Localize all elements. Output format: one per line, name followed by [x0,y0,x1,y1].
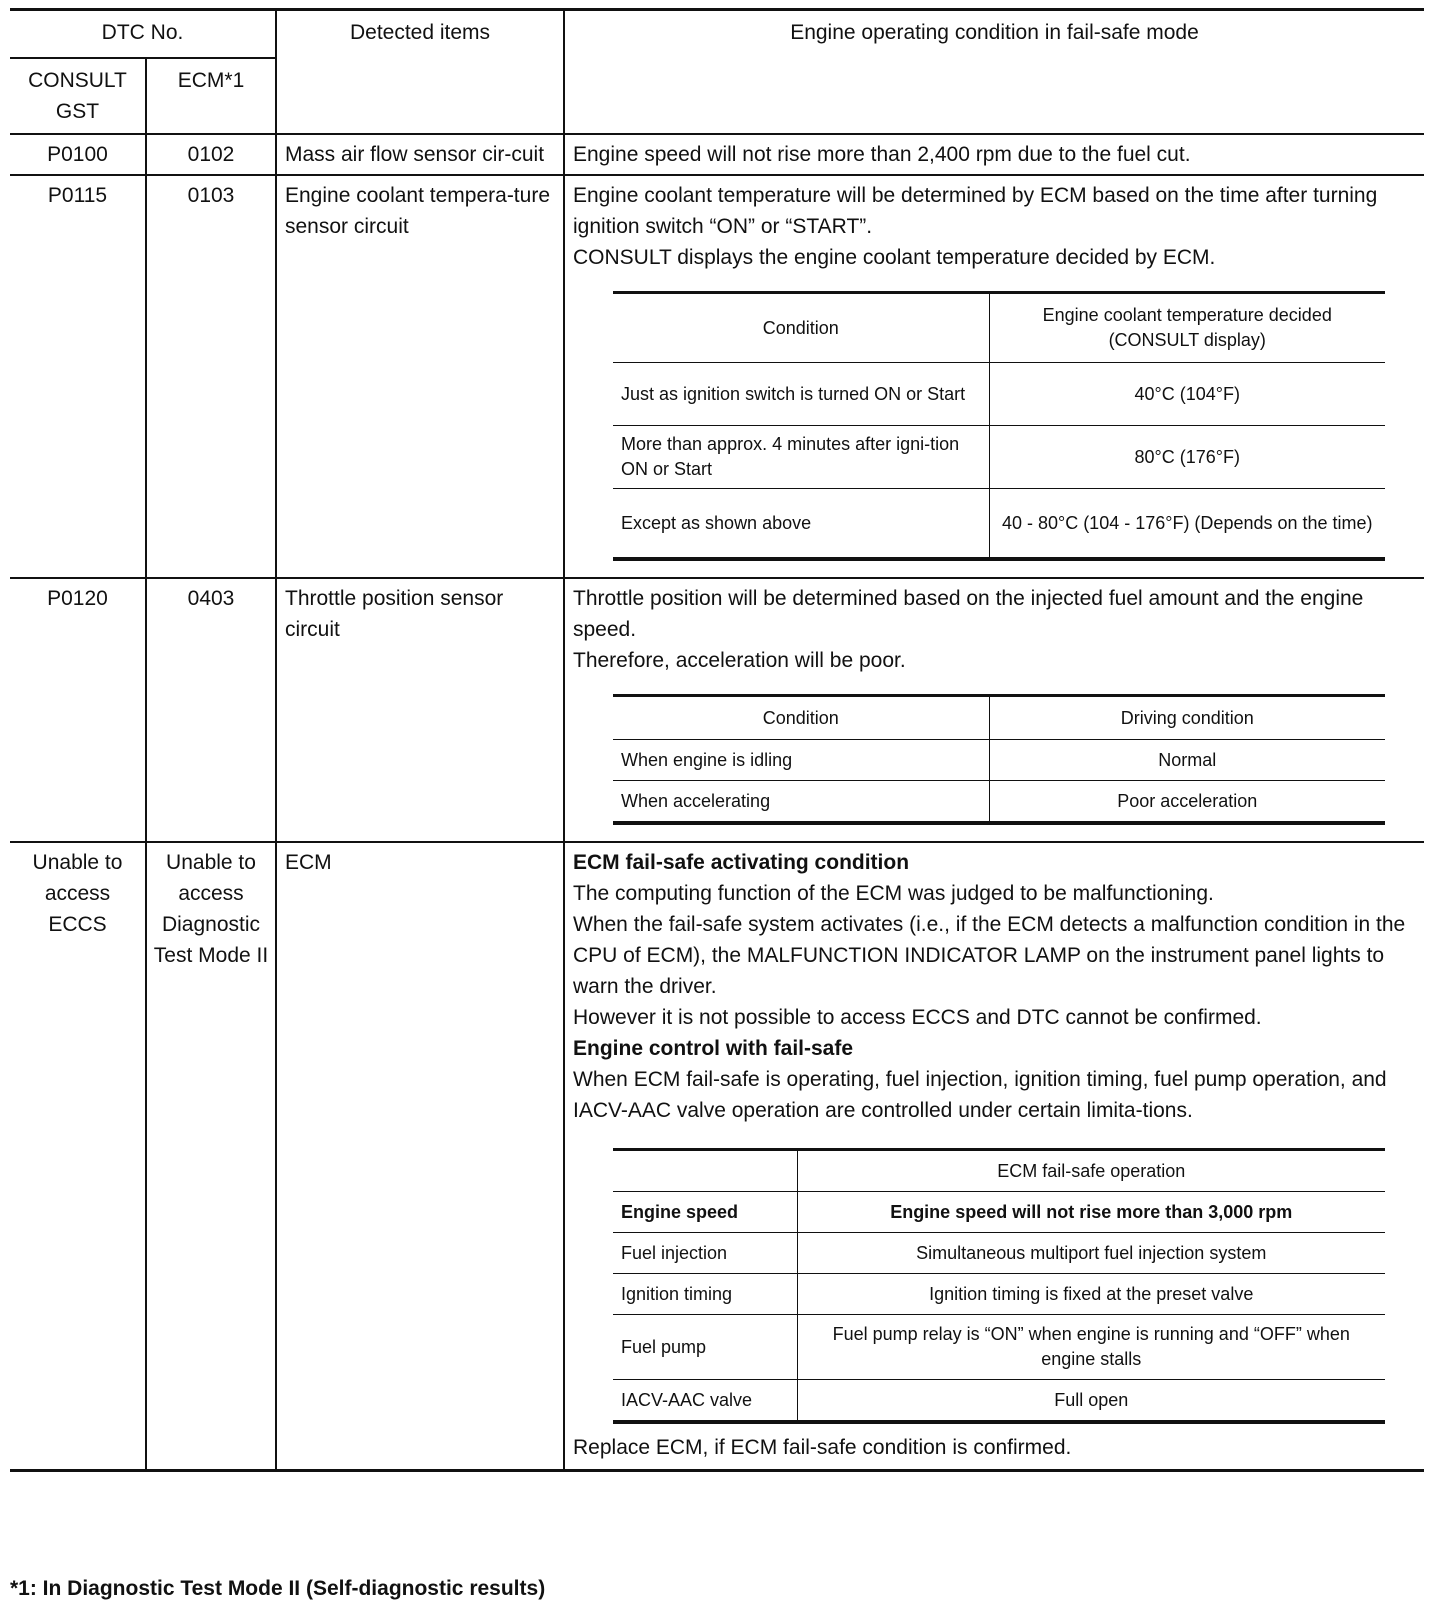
ecm-code: Unable to access Diagnostic Test Mode II [146,842,276,1471]
condition-text: Therefore, acceleration will be poor. [573,649,906,672]
consult-gst-header: CONSULT GST [10,58,146,134]
sub-condition: When engine is idling [613,740,989,781]
condition-text: However it is not possible to access ECCS and DTC cannot be confirmed. [573,1006,1262,1029]
footnote: *1: In Diagnostic Test Mode II (Self-diagnostic results) [10,1577,546,1600]
detected-item: Throttle position sensor circuit [276,578,564,842]
ecm-fail-safe-table [613,1148,1385,1424]
sub-row [613,1192,1385,1233]
condition-cell [564,842,1424,1471]
sub-header: Condition [613,696,989,740]
condition-text: Engine coolant temperature will be determined by ECM based on the time after turning ignition switch “ON” or “START”. [573,184,1378,238]
table-row [10,578,1424,842]
condition-cell [564,175,1424,578]
sub-row [613,1380,1385,1423]
sub-value: 40°C (104°F) [989,363,1385,426]
fail-safe-table [10,8,1424,1472]
fail-safe-page [10,8,1424,1472]
sub-header [613,1150,797,1192]
condition-text: Throttle position will be determined based on the injected fuel amount and the engine speed. [573,587,1364,641]
sub-header: Engine coolant temperature decided (CONSULT display) [989,293,1385,363]
sub-condition: Fuel injection [613,1233,797,1274]
sub-value: 80°C (176°F) [989,426,1385,489]
sub-header: ECM fail-safe operation [797,1150,1385,1192]
table-row [10,134,1424,175]
driving-condition-table [613,694,1385,825]
detected-item: Engine coolant tempera-ture sensor circuit [276,175,564,578]
ecm-code: 0103 [146,175,276,578]
sub-condition: More than approx. 4 minutes after igni-tion ON or Start [613,426,989,489]
ecm-header: ECM*1 [146,58,276,134]
condition-text: The computing function of the ECM was judged to be malfunctioning. [573,882,1214,905]
sub-value: Full open [797,1380,1385,1423]
sub-row [613,1274,1385,1315]
table-row [10,842,1424,1471]
sub-value: Simultaneous multiport fuel injection system [797,1233,1385,1274]
condition-text: When ECM fail-safe is operating, fuel injection, ignition timing, fuel pump operation, and IACV-AAC valve operation are controlled under certain limita-tions. [573,1068,1387,1122]
sub-value: Poor acceleration [989,781,1385,824]
sub-row [613,489,1385,560]
consult-code: P0100 [10,134,146,175]
sub-value: Engine speed will not rise more than 3,000 rpm [797,1192,1385,1233]
sub-condition: Engine speed [613,1192,797,1233]
sub-row [613,1315,1385,1380]
detected-items-header: Detected items [276,10,564,135]
ecm-code: 0102 [146,134,276,175]
condition-cell [564,578,1424,842]
sub-value: Fuel pump relay is “ON” when engine is running and “OFF” when engine stalls [797,1315,1385,1380]
sub-row [613,426,1385,489]
sub-condition: IACV-AAC valve [613,1380,797,1423]
consult-code: Unable to access ECCS [10,842,146,1471]
condition-text: CONSULT displays the engine coolant temperature decided by ECM. [573,246,1216,269]
engine-condition-header: Engine operating condition in fail-safe mode [564,10,1424,135]
sub-row [613,740,1385,781]
sub-row [613,781,1385,824]
detected-item: Mass air flow sensor cir-cuit [276,134,564,175]
sub-value: 40 - 80°C (104 - 176°F) (Depends on the time) [989,489,1385,560]
sub-condition: Fuel pump [613,1315,797,1380]
sub-condition: Ignition timing [613,1274,797,1315]
section-heading: Engine control with fail-safe [573,1037,854,1060]
consult-code: P0115 [10,175,146,578]
condition-text: When the fail-safe system activates (i.e., if the ECM detects a malfunction condition in the CPU of ECM), the MALFUNCTION INDICATOR LAMP on the instrument panel lights to warn the driver. [573,913,1406,998]
ecm-code: 0403 [146,578,276,842]
coolant-temp-table [613,291,1385,561]
condition-text: Replace ECM, if ECM fail-safe condition is confirmed. [573,1436,1072,1459]
condition-text: Engine speed will not rise more than 2,400 rpm due to the fuel cut. [564,134,1424,175]
detected-item: ECM [276,842,564,1471]
sub-row [613,363,1385,426]
sub-condition: When accelerating [613,781,989,824]
sub-value: Ignition timing is fixed at the preset valve [797,1274,1385,1315]
sub-header: Condition [613,293,989,363]
sub-condition: Except as shown above [613,489,989,560]
sub-row [613,1233,1385,1274]
consult-code: P0120 [10,578,146,842]
sub-condition: Just as ignition switch is turned ON or Start [613,363,989,426]
dtc-no-header: DTC No. [10,10,276,59]
sub-value: Normal [989,740,1385,781]
table-row [10,175,1424,578]
section-heading: ECM fail-safe activating condition [573,851,910,874]
sub-header: Driving condition [989,696,1385,740]
